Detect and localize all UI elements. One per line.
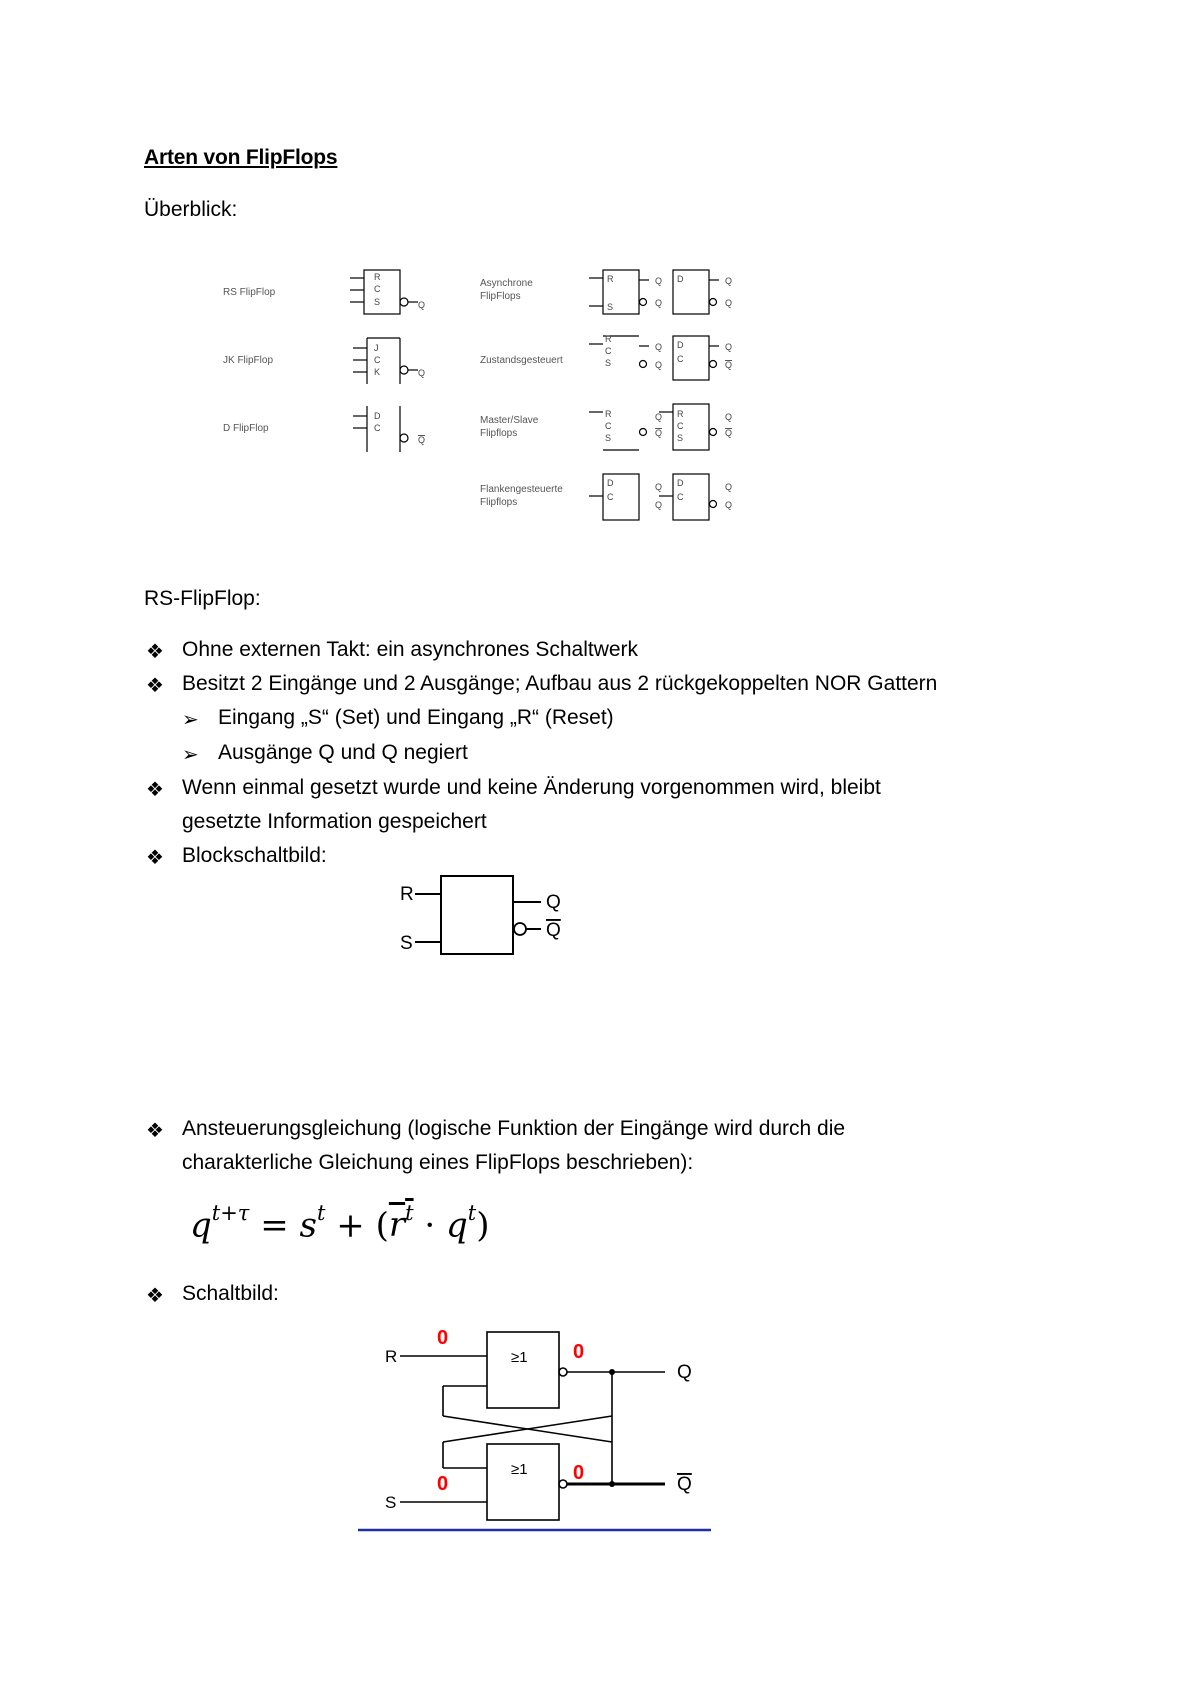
bullet-text-continued: gesetzte Information gespeichert — [182, 810, 487, 833]
formula-dot: · — [424, 1205, 436, 1246]
diamond-bullet-icon: ❖ — [146, 1283, 164, 1307]
out-q-g2: Q — [655, 500, 663, 510]
pin-r4: R — [607, 274, 614, 284]
formula-q2: q — [446, 1205, 468, 1246]
pin-r: R — [374, 272, 381, 282]
flipflop-overview-figure — [215, 262, 795, 532]
overview-label-async-2: FlipFlops — [480, 291, 521, 302]
state-value-r: 0 — [437, 1327, 449, 1349]
overview-label-state: Zustandsgesteuert — [480, 355, 563, 366]
pin-s7: S — [677, 433, 684, 443]
block-output-qbar: Q — [546, 920, 561, 941]
diamond-bullet-icon: ❖ — [146, 673, 164, 697]
pin-c8: C — [677, 421, 684, 431]
bullet-text: Schaltbild: — [182, 1282, 279, 1305]
pin-d5: D — [677, 340, 684, 350]
out-q-b1: Q — [725, 276, 733, 286]
pin-r6: R — [605, 409, 612, 419]
bullet-text: Besitzt 2 Eingänge und 2 Ausgänge; Aufbau aus 2 rückgekoppelten NOR Gattern — [182, 672, 938, 695]
out-q-h1: Q — [725, 482, 733, 492]
out-q-b2: Q — [725, 298, 733, 308]
formula-paren-open: ( — [375, 1205, 389, 1246]
formula-r-exponent: t — [405, 1201, 414, 1225]
arrow-bullet-icon: ➢ — [182, 742, 199, 766]
formula-q2-exponent: t — [467, 1201, 477, 1225]
page-title: Arten von FlipFlops — [144, 146, 338, 169]
nor-latch-circuit — [355, 1320, 720, 1535]
pin-q2: Q — [418, 368, 426, 378]
formula-r-negated — [388, 1201, 414, 1246]
pin-d4: D — [677, 274, 684, 284]
pin-r5: R — [605, 334, 612, 344]
bullet-text: Blockschaltbild: — [182, 844, 327, 867]
block-output-q: Q — [546, 892, 561, 913]
formula-plus: + — [336, 1205, 365, 1246]
circuit-output-q: Q — [677, 1362, 692, 1383]
out-q-c1: Q — [655, 342, 663, 352]
pin-s4: S — [607, 302, 614, 312]
formula-equals: = — [260, 1205, 289, 1246]
diamond-bullet-icon: ❖ — [146, 845, 164, 869]
block-input-s: S — [400, 933, 413, 954]
pin-d9: D — [677, 478, 684, 488]
pin-r7: R — [677, 409, 684, 419]
bullet-text: Ausgänge Q und Q negiert — [218, 741, 468, 764]
block-input-r: R — [400, 884, 414, 905]
out-q-e2: Q — [655, 428, 663, 438]
out-q-a2: Q — [655, 298, 663, 308]
pin-c2: C — [374, 355, 381, 365]
overview-label-async-1: Asynchrone — [480, 278, 533, 289]
pin-q: Q — [418, 300, 426, 310]
state-value-qbar: 0 — [573, 1462, 585, 1484]
pin-c9: C — [607, 492, 614, 502]
overview-label-edge-1: Flankengesteuerte — [480, 484, 563, 495]
diamond-bullet-icon: ❖ — [146, 777, 164, 801]
out-q-f2: Q — [725, 428, 733, 438]
arrow-bullet-icon: ➢ — [182, 707, 199, 731]
pin-k: K — [374, 367, 381, 377]
out-q-g1: Q — [655, 482, 663, 492]
gate-label-top: ≥1 — [511, 1349, 528, 1366]
out-q-d2: Q — [725, 360, 733, 370]
overview-label-ms-1: Master/Slave — [480, 415, 539, 426]
formula-s-exponent: t — [317, 1201, 326, 1225]
bullet-text: Eingang „S“ (Set) und Eingang „R“ (Reset) — [218, 706, 614, 729]
pin-d: D — [374, 411, 381, 421]
pin-j: J — [374, 343, 379, 353]
out-q-c2: Q — [655, 360, 663, 370]
state-value-s: 0 — [437, 1473, 449, 1495]
state-value-q: 0 — [573, 1341, 585, 1363]
pin-d8: D — [607, 478, 614, 488]
formula-r: r — [388, 1205, 406, 1246]
out-q-e1: Q — [655, 412, 663, 422]
overview-label-edge-2: Flipflops — [480, 497, 518, 508]
circuit-output-qbar: Q — [677, 1474, 692, 1495]
circuit-input-s: S — [385, 1493, 397, 1512]
pin-c6: C — [677, 354, 684, 364]
pin-c7: C — [605, 421, 612, 431]
diamond-bullet-icon: ❖ — [146, 1118, 164, 1142]
pin-s: S — [374, 297, 381, 307]
pin-s5: S — [605, 358, 612, 368]
out-q-a1: Q — [655, 276, 663, 286]
pin-s6: S — [605, 433, 612, 443]
overview-label-rs: RS FlipFlop — [223, 287, 276, 298]
pin-c3: C — [374, 423, 381, 433]
bullet-text-continued: charakterliche Gleichung eines FlipFlops beschrieben): — [182, 1151, 694, 1174]
out-q-d1: Q — [725, 342, 733, 352]
overview-label: Überblick: — [144, 198, 238, 221]
out-q-h2: Q — [725, 500, 733, 510]
pin-c: C — [374, 284, 381, 294]
formula-s: s — [299, 1205, 317, 1246]
pin-c10: C — [677, 492, 684, 502]
bullet-text: Ansteuerungsgleichung (logische Funktion der Eingänge wird durch die — [182, 1117, 846, 1140]
bullet-text: Ohne externen Takt: ein asynchrones Schaltwerk — [182, 638, 639, 661]
out-q-f1: Q — [725, 412, 733, 422]
pin-c5: C — [605, 346, 612, 356]
diamond-bullet-icon: ❖ — [146, 639, 164, 663]
bullet-text: Wenn einmal gesetzt wurde und keine Änderung vorgenommen wird, bleibt — [182, 776, 881, 799]
gate-label-bottom: ≥1 — [511, 1461, 528, 1478]
formula-paren-close: ) — [476, 1205, 490, 1246]
characteristic-equation — [190, 1201, 490, 1246]
formula-q: q — [190, 1205, 212, 1246]
rs-block-diagram — [395, 872, 575, 962]
circuit-input-r: R — [385, 1347, 398, 1366]
section-heading-rs: RS-FlipFlop: — [144, 587, 261, 610]
overview-label-ms-2: Flipflops — [480, 428, 518, 439]
formula-q-exponent: t+τ — [211, 1201, 250, 1225]
overview-label-jk: JK FlipFlop — [223, 355, 274, 366]
pin-qbar: Q — [418, 435, 426, 445]
overview-label-d: D FlipFlop — [223, 423, 269, 434]
